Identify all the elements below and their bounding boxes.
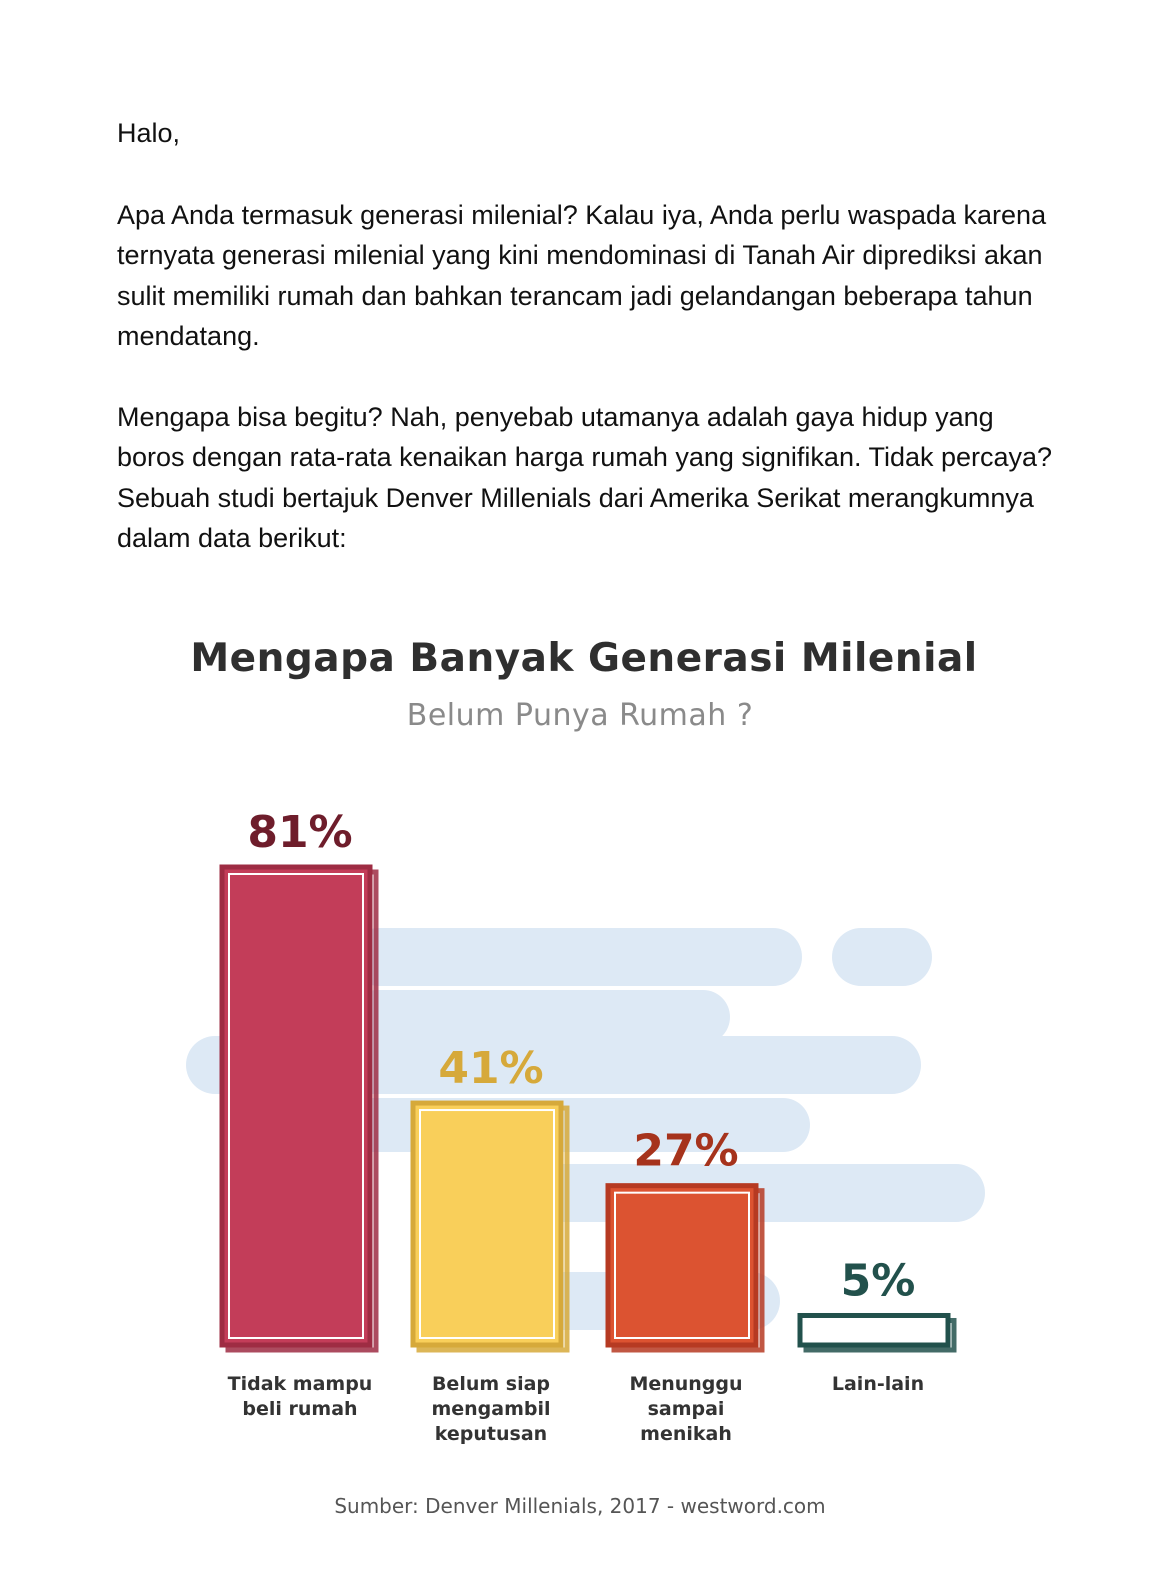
category-label: Tidak mampu xyxy=(227,1373,373,1395)
bar xyxy=(413,1103,561,1345)
category-label: menikah xyxy=(640,1423,732,1445)
bar xyxy=(608,1186,756,1345)
category-label: Lain-lain xyxy=(831,1373,925,1395)
category-label: keputusan xyxy=(434,1423,548,1445)
chart-source: Sumber: Denver Millenials, 2017 - westword.com xyxy=(334,1494,826,1518)
bar xyxy=(222,867,370,1345)
greeting: Halo, xyxy=(117,118,181,148)
paragraph-reason: Mengapa bisa begitu? Nah, penyebab utamanya adalah gaya hidup yang boros dengan rata-rata kenaikan harga rumah yang signifikan. Tidak percaya? Sebuah studi bertajuk Denver Millenials dari Amerika Serikat merangkumnya dalam data berikut: xyxy=(117,401,1053,553)
paragraph-intro: Apa Anda termasuk generasi milenial? Kalau iya, Anda perlu waspada karena ternyata generasi milenial yang kini mendominasi di Tanah Air diprediksi akan sulit memiliki rumah dan bahkan terancam jadi gelandangan beberapa tahun mendatang. xyxy=(117,199,1047,351)
category-label: sampai xyxy=(647,1398,725,1420)
chart-subtitle: Belum Punya Rumah ? xyxy=(406,698,754,733)
background-cloud-stripe xyxy=(832,928,932,986)
category-label: Menunggu xyxy=(629,1373,743,1395)
bar xyxy=(800,1315,948,1345)
chart-title: Mengapa Banyak Generasi Milenial xyxy=(190,636,978,681)
background-cloud-stripe xyxy=(350,928,802,986)
bar-value-label: 81% xyxy=(247,807,353,858)
background-cloud-stripe xyxy=(350,990,730,1044)
bar-value-label: 5% xyxy=(840,1255,916,1307)
category-label: Belum siap xyxy=(431,1373,551,1395)
category-label: beli rumah xyxy=(242,1398,358,1420)
bar-value-label: 41% xyxy=(438,1043,544,1095)
category-label: mengambil xyxy=(431,1398,551,1420)
bar-value-label: 27% xyxy=(633,1125,739,1177)
